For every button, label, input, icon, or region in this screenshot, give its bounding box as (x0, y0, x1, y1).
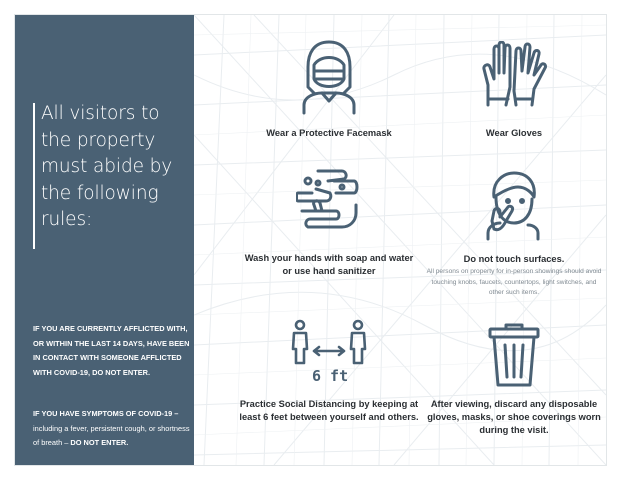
symptoms-warning-lead: IF YOU HAVE SYMPTOMS OF COVID-19 – (33, 409, 179, 418)
discard-label: After viewing, discard any disposable gloves, masks, or shoe coverings worn during the visit. (427, 399, 601, 435)
face-touch-icon (480, 171, 546, 241)
touch-detail: All persons on property for in-person showings should avoid touching knobs, faucets, countertops, light switches, and other such items. (426, 268, 602, 296)
poster-headline: All visitors to the property must abide by the following rules: (41, 103, 173, 230)
rules-grid (194, 15, 606, 465)
symptoms-warning-end: DO NOT ENTER. (70, 438, 129, 447)
gloves-label: Wear Gloves (485, 128, 543, 138)
contact-warning: IF YOU ARE CURRENTLY AFFLICTED WITH, OR WITHIN THE LAST 14 DAYS, HAVE BEEN IN CONTACT WITH SOMEONE AFFLICTED WITH COVID-19, DO NOT ENTER. (33, 324, 190, 377)
social-distancing-icon (290, 319, 368, 369)
headline-accent-bar (33, 103, 35, 249)
gloves-icon (480, 41, 548, 109)
symptoms-warning (33, 407, 193, 451)
trash-can-icon (488, 323, 540, 387)
symptoms-warning-detail: including a fever, persistent cough, or shortness of breath – (33, 423, 190, 447)
rules-sidebar (15, 15, 194, 465)
six-feet-text: 6 ft (312, 367, 349, 385)
handwashing-icon (296, 167, 362, 233)
facemask-icon (300, 39, 358, 115)
covid-rules-poster (14, 14, 607, 466)
handwashing-label: Wash your hands with soap and water or use hand sanitizer (244, 253, 414, 276)
facemask-label: Wear a Protective Facemask (266, 128, 392, 138)
distancing-label: Practice Social Distancing by keeping at least 6 feet between yourself and others. (239, 399, 419, 422)
touch-label: Do not touch surfaces. (463, 254, 565, 264)
